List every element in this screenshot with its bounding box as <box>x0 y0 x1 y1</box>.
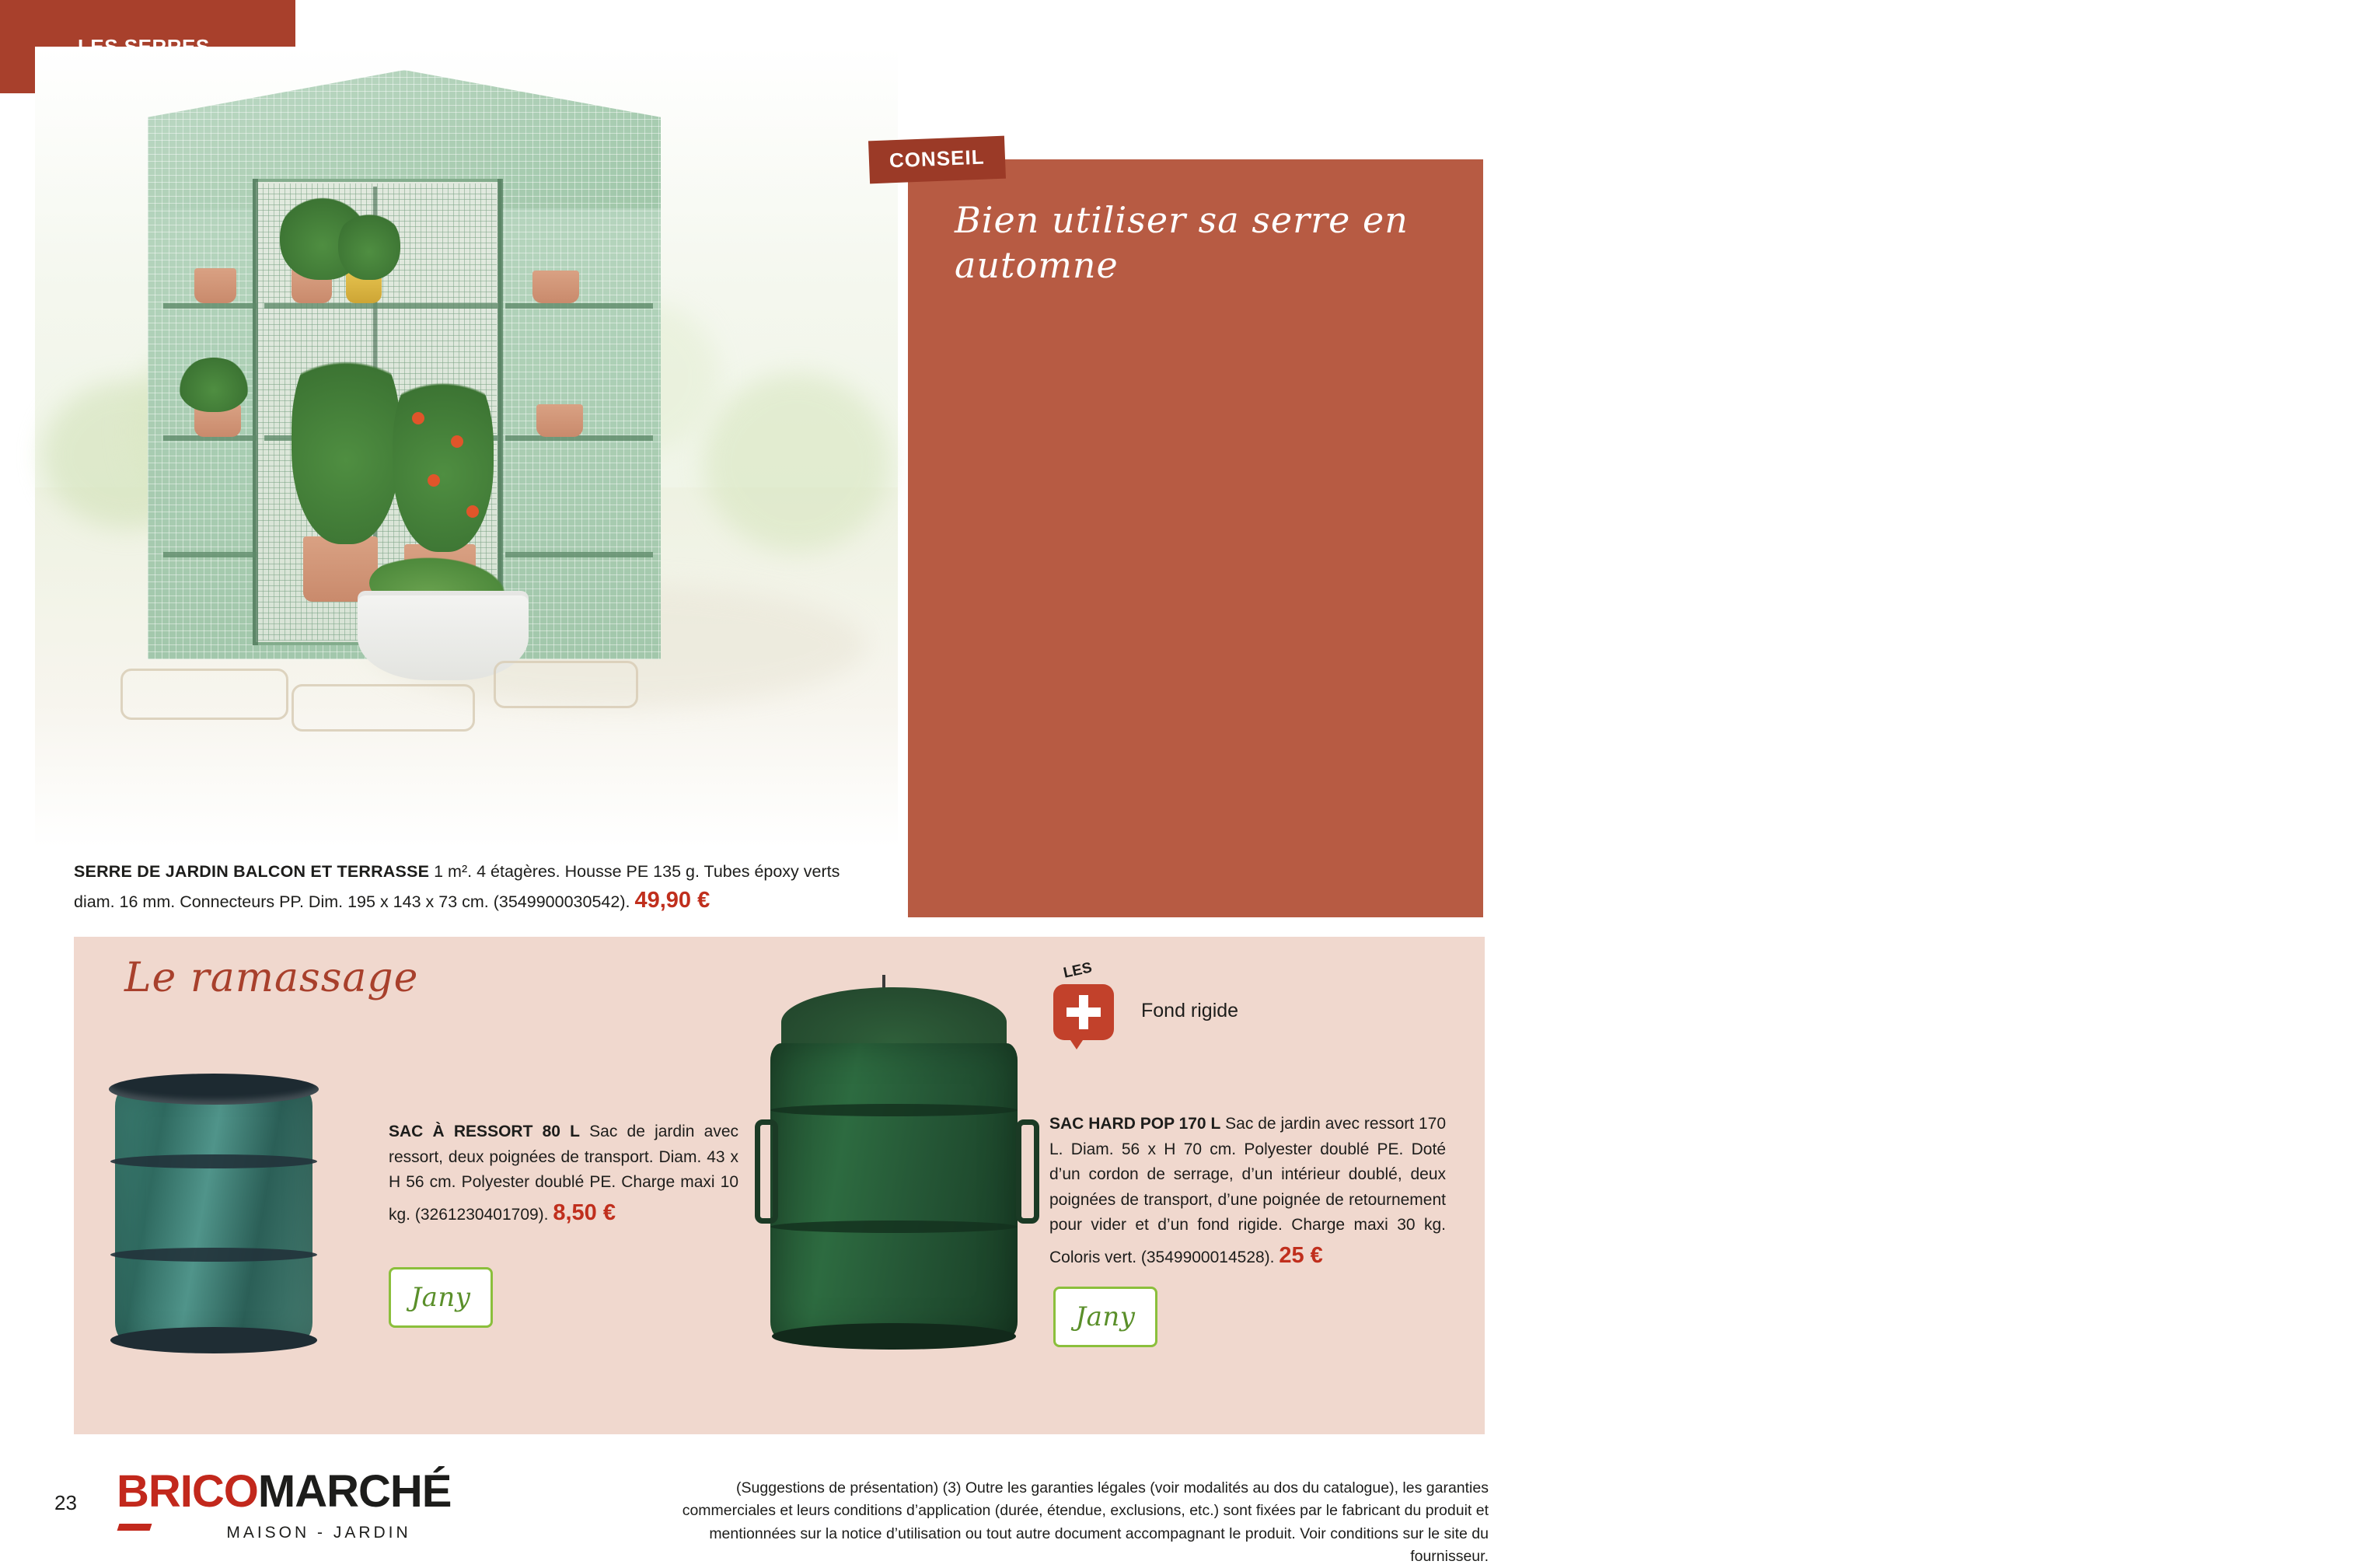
conseil-text-2: Profitez de la chaleur résiduelle pour semer mâche, épinards, laitue d’hiver ou radis. Ces cultures poussent plus vite sous abri qu’en plein air. <box>1863 697 2350 770</box>
bag-band <box>770 1221 1018 1233</box>
logo-brico: BRICO <box>117 1466 258 1517</box>
bag-band <box>110 1154 317 1168</box>
bag-band <box>770 1104 1018 1116</box>
product-1-description: Sac de jardin avec ressort, deux poignées de transport. Diam. 43 x H 56 cm. Polyester doublé PE. Charge maxi 10 kg. (3261230401709). <box>389 1123 738 1224</box>
hero-product-price: 49,90 € <box>634 888 710 913</box>
shelf <box>264 303 497 309</box>
paving-stone <box>120 669 288 720</box>
conseil-heading-2: Lancez les cultures d’hiver <box>1863 657 2111 679</box>
product-1-text <box>389 1119 738 1231</box>
plus-icon <box>1053 978 1120 1045</box>
conseil-tag: CONSEIL <box>868 136 1006 184</box>
tomato-plant <box>292 334 400 544</box>
plant-pot <box>194 268 236 303</box>
bag-handle <box>1016 1119 1039 1224</box>
hero-product-name: SERRE DE JARDIN BALCON ET TERRASSE <box>74 862 430 881</box>
flower <box>451 435 463 448</box>
paving-stone <box>292 684 475 732</box>
foliage-blob <box>703 373 890 552</box>
bag-rim <box>109 1074 319 1105</box>
shelf <box>163 303 257 309</box>
logo-accent <box>117 1524 152 1531</box>
badge-tail <box>1067 1035 1086 1049</box>
jany-logo: Jany <box>1053 1287 1157 1347</box>
legal-text: (Suggestions de présentation) (3) Outre les garanties légales (voir modalités au dos du catalogue), les garanties commerciales et leurs conditions d’application (durée, étendue, exclusions, etc.) sont fixées par le fabricant du produit et mentionnées sur la notice d’utilisation ou tout autre document accompagnant le produit. Voir conditions sur le site du fournisseur. <box>682 1479 1489 1565</box>
bag-body <box>770 1043 1018 1339</box>
bag-band <box>110 1248 317 1262</box>
plant-foliage <box>179 358 249 412</box>
bag-base <box>772 1323 1016 1350</box>
hero-product-description: 1 m². 4 étagères. Housse PE 135 g. Tubes époxy verts diam. 16 mm. Connecteurs PP. Dim. 195 x 143 x 73 cm. (3549900030542). <box>74 862 840 912</box>
flower <box>428 474 440 487</box>
bag-handle <box>755 1119 778 1224</box>
plant-pot <box>532 271 579 303</box>
plant-pot <box>536 404 583 437</box>
ramassage-title: Le ramassage <box>124 955 419 1001</box>
flower-plant <box>393 358 494 552</box>
plant-foliage <box>338 210 400 280</box>
greenhouse-illustration <box>35 47 898 847</box>
badge-label: Fond rigide <box>1141 1000 1239 1021</box>
product-2-text <box>1049 1112 1446 1273</box>
bag-body <box>115 1086 312 1343</box>
flower <box>412 412 424 424</box>
paving-stone <box>494 661 638 708</box>
bricomarche-logo <box>117 1466 521 1542</box>
plus-horizontal <box>1067 1008 1101 1017</box>
product-2-name: SAC HARD POP 170 L <box>1049 1115 1221 1133</box>
conseil-heading-1: Prolongez les récoltes <box>1863 480 2069 501</box>
conseil-text-1: En automne, votre serre protège du froid : laissez-y les tomates, poivrons ou basilic pour gagner quelques semaines de production. Un voile d’hivernage ou un tunnel bas à l’intérieur est utile en cas de chute brutale des températures. <box>1863 520 2344 619</box>
shelf <box>505 435 653 441</box>
shelf <box>163 552 257 557</box>
conseil-content <box>1863 480 2360 960</box>
conseil-text-3: Nettoyez les parois (film ou panneaux), aérez régulièrement pour limiter l’humidité et ajoutez du compost au sol. Cela évite les maladies et prépare une bonne reprise au printemps. <box>1863 849 2354 922</box>
product-1-price: 8,50 € <box>553 1200 616 1225</box>
spring-bag-image <box>109 1069 319 1349</box>
les-label: LES <box>1062 959 1094 982</box>
product-1-name: SAC À RESSORT 80 L <box>389 1123 580 1140</box>
logo-tagline: MAISON - JARDIN <box>226 1524 411 1542</box>
flower <box>466 505 479 518</box>
page-number: 23 <box>54 1491 77 1514</box>
bag-base <box>110 1327 317 1353</box>
hero-product-caption <box>74 859 867 918</box>
product-2-price: 25 € <box>1279 1242 1323 1268</box>
shelf <box>505 303 653 309</box>
logo-wordmark <box>117 1466 521 1517</box>
door-frame-left <box>253 179 258 645</box>
jany-logo: Jany <box>389 1267 493 1328</box>
logo-marche: MARCHÉ <box>257 1466 452 1517</box>
product-2-description: Sac de jardin avec ressort 170 L. Diam. 56 x H 70 cm. Polyester doublé PE. Doté d’un cordon de serrage, d’un intérieur doublé, deux poignées de transport, d’une poignée de retournement pour vider et d’un fond rigide. Charge maxi 30 kg. Coloris vert. (3549900014528). <box>1049 1115 1446 1266</box>
conseil-title: Bien utiliser sa serre en automne <box>955 199 1409 286</box>
hard-pop-bag-image <box>766 987 1022 1353</box>
conseil-heading-3: Préparez la serre pour l’hiver <box>1863 808 2131 831</box>
shelf <box>505 552 653 557</box>
